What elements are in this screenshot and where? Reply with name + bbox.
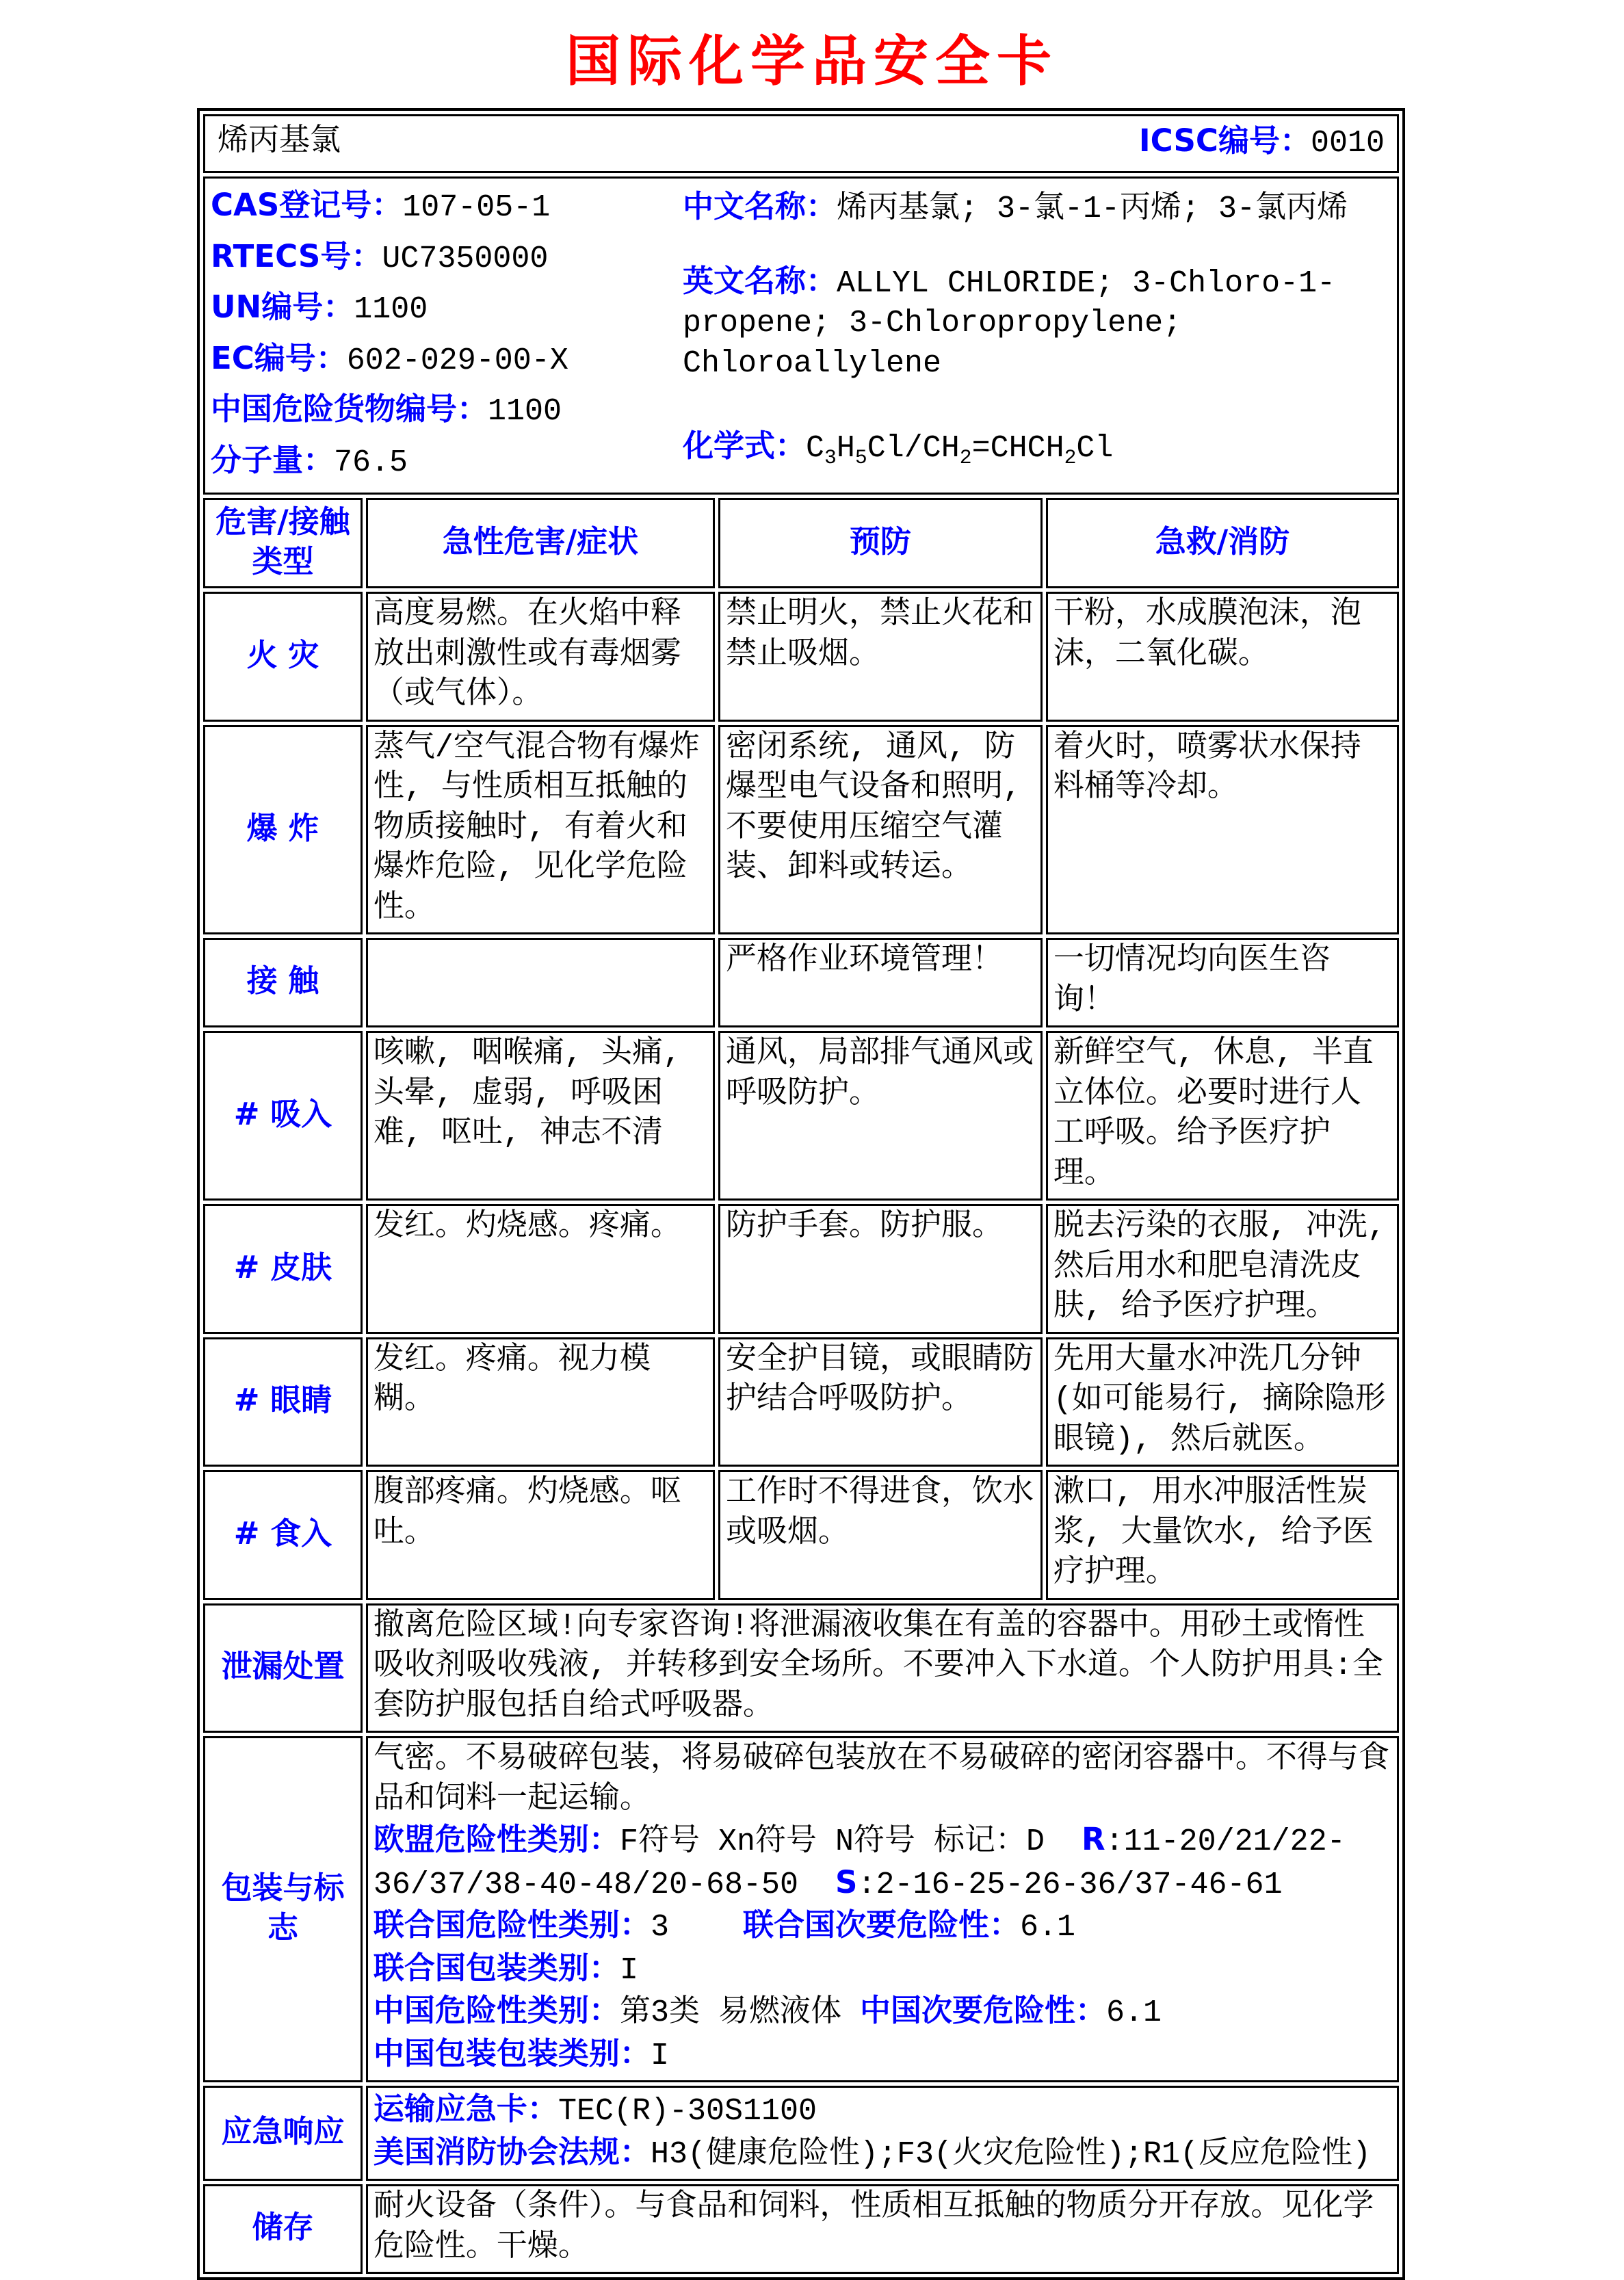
skin-symptoms-cell: 发红。灼烧感。疼痛。 <box>366 1204 715 1334</box>
card-header-row <box>203 114 1399 173</box>
fire-type-label: 火 灾 <box>203 592 363 722</box>
english-name-label: 英文名称： <box>683 262 837 299</box>
section-row-spill <box>203 1603 1399 1733</box>
ec-number-line <box>211 339 683 382</box>
fire-first-aid-cell: 干粉，水成膜泡沫，泡沫，二氧化碳。 <box>1046 592 1399 722</box>
spill-section-content: 撤离危险区域!向专家咨询!将泄漏液收集在有盖的容器中。用砂土或惰性吸收剂吸收残液, 并转移到安全场所。不要冲入下水道。个人防护用具:全套防护服包括自给式呼吸器。 <box>366 1603 1399 1733</box>
ingestion-first-aid-cell: 漱口, 用水冲服活性炭浆, 大量饮水, 给予医疗护理。 <box>1046 1470 1399 1600</box>
identifier-list <box>211 185 683 483</box>
skin-prevention-cell: 防护手套。防护服。 <box>718 1204 1043 1334</box>
inhalation-prevention-cell: 通风，局部排气通风或呼吸防护。 <box>718 1031 1043 1201</box>
icsc-number-group <box>1139 121 1385 164</box>
un-number-line <box>211 287 683 330</box>
inhalation-symptoms-cell: 咳嗽, 咽喉痛, 头痛, 头晕, 虚弱, 呼吸困难, 呕吐, 神志不清 <box>366 1031 715 1201</box>
eyes-prevention-cell: 安全护目镜，或眼睛防护结合呼吸防护。 <box>718 1337 1043 1467</box>
icsc-document <box>0 29 1624 2280</box>
cas-number-label: CAS登记号： <box>211 187 403 223</box>
rtecs-number-line <box>211 237 683 280</box>
eyes-first-aid-cell: 先用大量水冲洗几分钟(如可能易行, 摘除隐形眼镜), 然后就医。 <box>1046 1337 1399 1467</box>
ingestion-prevention-cell: 工作时不得进食，饮水或吸烟。 <box>718 1470 1043 1600</box>
hazard-row-fire <box>203 592 1399 722</box>
chemical-formula-label: 化学式： <box>683 428 807 464</box>
card-header-cell <box>203 114 1399 173</box>
china-dg-number-label: 中国危险货物编号： <box>211 391 488 427</box>
hazard-row-skin <box>203 1204 1399 1334</box>
hazard-row-ingestion <box>203 1470 1399 1600</box>
name-list <box>683 185 1390 483</box>
hazard-row-eyes <box>203 1337 1399 1467</box>
identifiers-row <box>203 176 1399 495</box>
spill-section-label: 泄漏处置 <box>203 1603 363 1733</box>
packaging-section-label: 包装与标志 <box>203 1736 363 2082</box>
chinese-name-value: 烯丙基氯; 3-氯-1-丙烯; 3-氯丙烯 <box>837 192 1348 226</box>
packaging-section-content: 气密。不易破碎包装，将易破碎包装放在不易破碎的密闭容器中。不得与食品和饲料一起运输。 欧盟危险性类别：F符号 Xn符号 N符号 标记：D R:11-20/21/22-36/37/38-40-48/20-68-50 S:2-16-25-26-36/37-46-61 联合国危险性类别：3 联合国次要危险性：6.1 联合国包装类别：I 中国危险性类别：第3类 易燃液体 中国次要危险性：6.1 中国包装包装类别：I <box>366 1736 1399 2082</box>
section-row-emergency <box>203 2086 1399 2181</box>
skin-type-label: # 皮肤 <box>203 1204 363 1334</box>
molecular-weight-value: 76.5 <box>334 445 408 480</box>
un-number-value: 1100 <box>354 292 428 327</box>
molecular-weight-line <box>211 441 683 484</box>
explosion-prevention-cell: 密闭系统, 通风, 防爆型电气设备和照明, 不要使用压缩空气灌装、卸料或转运。 <box>718 725 1043 935</box>
cas-number-value: 107-05-1 <box>402 190 551 225</box>
hazard-row-explosion <box>203 725 1399 935</box>
icsc-number-label: ICSC编号： <box>1138 122 1311 159</box>
molecular-weight-label: 分子量： <box>211 441 335 478</box>
icsc-table <box>197 108 1405 2280</box>
header-first-aid: 急救/消防 <box>1046 498 1399 588</box>
header-prevention: 预防 <box>718 498 1043 588</box>
ec-number-value: 602-029-00-X <box>346 343 568 378</box>
inhalation-type-label: # 吸入 <box>203 1031 363 1201</box>
hazard-header-row <box>203 498 1399 588</box>
icsc-number-value: 0010 <box>1310 125 1385 161</box>
inhalation-first-aid-cell: 新鲜空气, 休息, 半直立体位。必要时进行人工呼吸。给予医疗护理。 <box>1046 1031 1399 1201</box>
explosion-first-aid-cell: 着火时，喷雾状水保持料桶等冷却。 <box>1046 725 1399 935</box>
english-name-line <box>683 261 1390 384</box>
contact-prevention-cell: 严格作业环境管理！ <box>718 938 1043 1027</box>
china-dg-number-value: 1100 <box>488 394 562 429</box>
storage-section-content: 耐火设备（条件）。与食品和饲料，性质相互抵触的物质分开存放。见化学危险性。干燥。 <box>366 2184 1399 2274</box>
fire-prevention-cell: 禁止明火，禁止火花和禁止吸烟。 <box>718 592 1043 722</box>
identifiers-cell <box>203 176 1399 495</box>
page-title: 国际化学品安全卡 <box>566 29 1058 93</box>
china-dg-number-line <box>211 389 683 432</box>
ingestion-type-label: # 食入 <box>203 1470 363 1600</box>
un-number-label: UN编号： <box>211 289 354 325</box>
ingestion-symptoms-cell: 腹部疼痛。灼烧感。呕吐。 <box>366 1470 715 1600</box>
chinese-name-label: 中文名称： <box>683 188 837 224</box>
hazard-row-contact <box>203 938 1399 1027</box>
chemical-formula-value: $C_3H_5Cl/CH_2=CHCH_2Cl$ <box>806 431 1114 469</box>
skin-first-aid-cell: 脱去污染的衣服, 冲洗, 然后用水和肥皂清洗皮肤, 给予医疗护理。 <box>1046 1204 1399 1334</box>
chinese-name-line <box>683 187 1390 230</box>
explosion-symptoms-cell: 蒸气/空气混合物有爆炸性, 与性质相互抵触的物质接触时, 有着火和爆炸危险, 见化学危险性。 <box>366 725 715 935</box>
section-row-packaging <box>203 1736 1399 2082</box>
eyes-symptoms-cell: 发红。疼痛。视力模糊。 <box>366 1337 715 1467</box>
emergency-section-label: 应急响应 <box>203 2086 363 2181</box>
hazard-row-inhalation <box>203 1031 1399 1201</box>
english-name-value: ALLYL CHLORIDE; 3-Chloro-1-propene; 3-Chloropropylene; Chloroallylene <box>683 265 1336 381</box>
contact-type-label: 接 触 <box>203 938 363 1027</box>
rtecs-number-value: UC7350000 <box>382 241 549 276</box>
substance-name: 烯丙基氯 <box>218 124 341 159</box>
eyes-type-label: # 眼睛 <box>203 1337 363 1467</box>
emergency-section-content: 运输应急卡：TEC(R)-30S1100 美国消防协会法规：H3(健康危险性);F3(火灾危险性);R1(反应危险性) <box>366 2086 1399 2181</box>
contact-first-aid-cell: 一切情况均向医生咨询！ <box>1046 938 1399 1027</box>
chemical-formula-line <box>683 426 1390 469</box>
ec-number-label: EC编号： <box>211 339 347 376</box>
section-row-storage <box>203 2184 1399 2274</box>
fire-symptoms-cell: 高度易燃。在火焰中释放出刺激性或有毒烟雾（或气体）。 <box>366 592 715 722</box>
explosion-type-label: 爆 炸 <box>203 725 363 935</box>
contact-symptoms-cell <box>366 938 715 1027</box>
storage-section-label: 储存 <box>203 2184 363 2274</box>
rtecs-number-label: RTECS号： <box>211 237 382 274</box>
header-symptoms: 急性危害/症状 <box>366 498 715 588</box>
header-hazard-type: 危害/接触类型 <box>203 498 363 588</box>
cas-number-line <box>211 185 683 228</box>
